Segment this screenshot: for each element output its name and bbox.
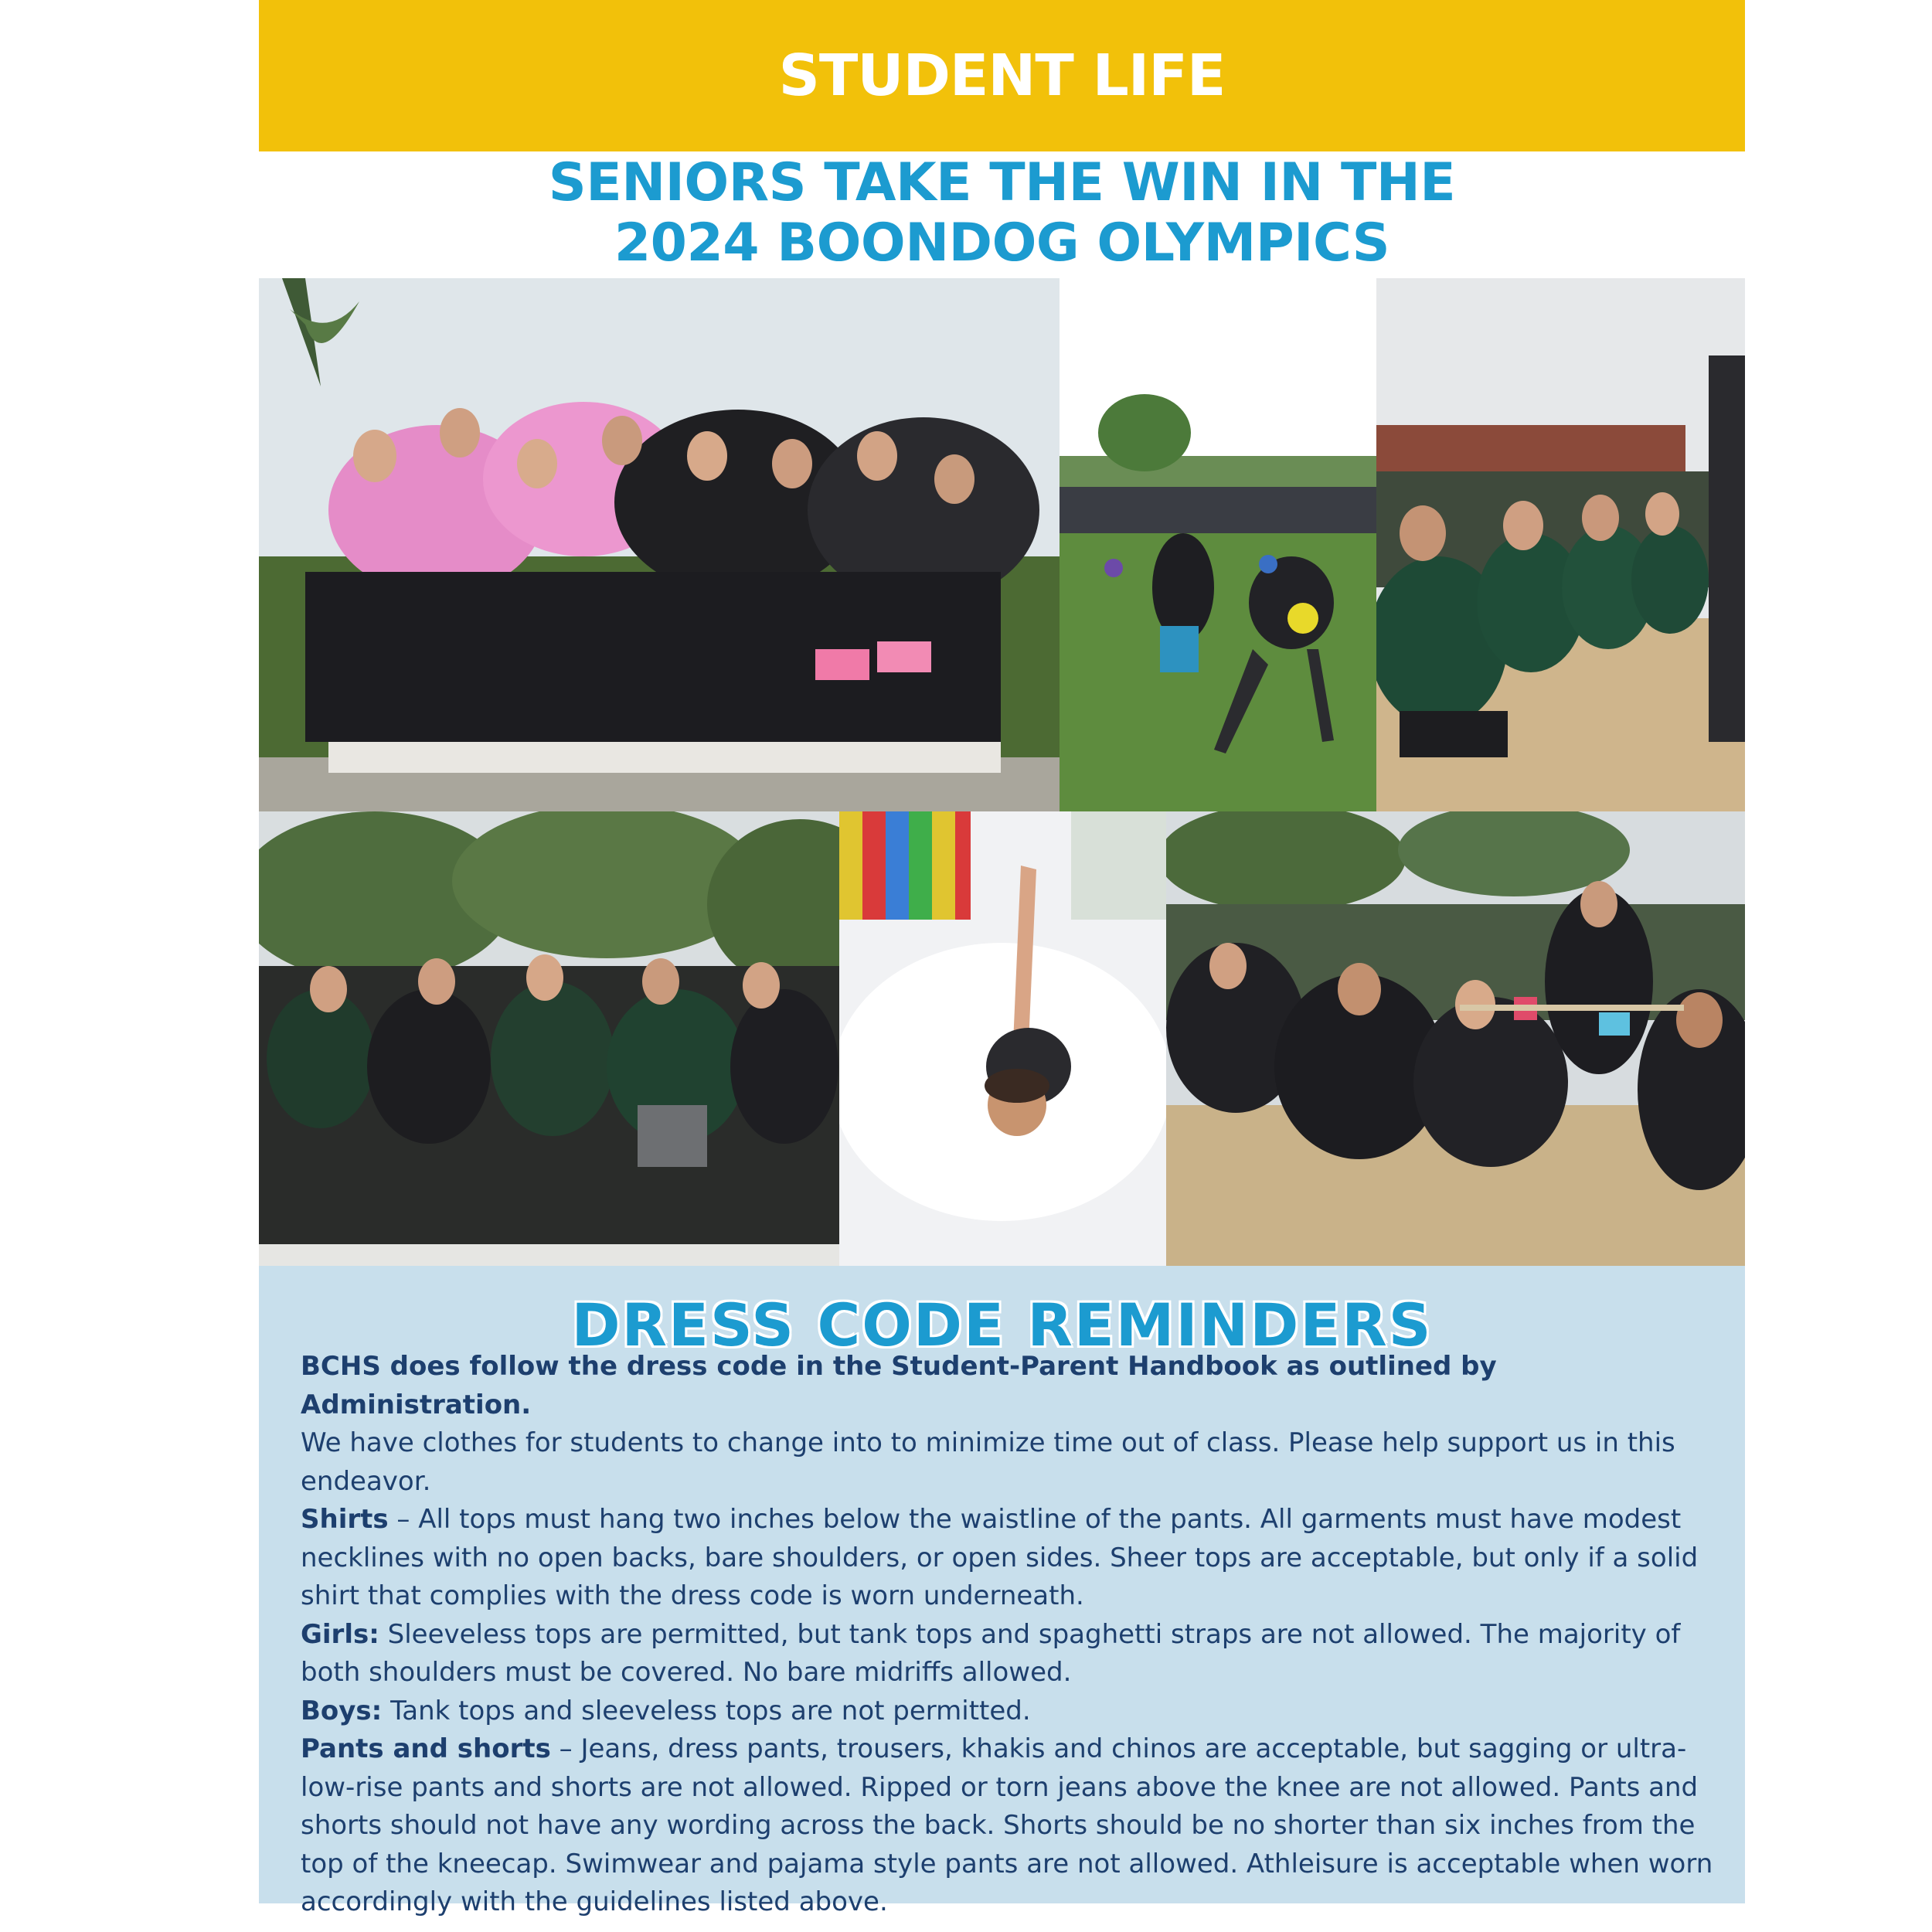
photo-foam-slide xyxy=(839,811,1166,1266)
boys-text: Tank tops and sleeveless tops are not permitted. xyxy=(382,1695,1031,1726)
pants-text: – Jeans, dress pants, trousers, khakis and chinos are acceptable, but sagging or ultra-low-rise pants and shorts are not allowed. Ripped or torn jeans above the knee are not allowed. Pants and shorts should not have any wording across the back. Shorts should be no shorter than six inches from the top of the kneecap. Swimwear and pajama style pants are not allowed. Athleisure is acceptable when worn accordingly with the guidelines listed above. xyxy=(301,1733,1713,1917)
boys-label: Boys: xyxy=(301,1695,383,1726)
dress-code-lead: BCHS does follow the dress code in the Student-Parent Handbook as outlined by Administration. xyxy=(301,1351,1497,1420)
boys-rule xyxy=(301,1692,1723,1731)
dress-code-intro: We have clothes for students to change into to minimize time out of class. Please help support us in this endeavor. xyxy=(301,1427,1675,1497)
shirts-label: Shirts xyxy=(301,1504,389,1535)
shirts-text: – All tops must hang two inches below the waistline of the pants. All garments must have modest necklines with no open backs, bare shoulders, or open sides. Sheer tops are acceptable, but only if a solid shirt that complies with the dress code is worn underneath. xyxy=(301,1504,1699,1611)
shirts-rule xyxy=(301,1501,1723,1616)
pants-rule xyxy=(301,1730,1723,1922)
dress-code-panel xyxy=(259,1266,1745,1917)
photo-group-pink-black xyxy=(259,278,1060,811)
pants-label: Pants and shorts xyxy=(301,1733,551,1764)
photo-tug-of-war-black xyxy=(1166,811,1745,1266)
photo-cheering-students xyxy=(259,811,839,1266)
headline-line-1: SENIORS TAKE THE WIN IN THE xyxy=(548,152,1456,213)
article-headline xyxy=(259,153,1745,274)
photo-dodgeball xyxy=(1060,278,1376,811)
dress-code-body xyxy=(301,1348,1723,1922)
girls-label: Girls: xyxy=(301,1618,379,1650)
dress-code-title: DRESS CODE REMINDERS xyxy=(571,1291,1433,1359)
headline-line-2: 2024 BOONDOG OLYMPICS xyxy=(614,213,1390,274)
photo-tug-of-war-green xyxy=(1376,278,1745,811)
girls-rule xyxy=(301,1616,1723,1692)
section-banner xyxy=(259,0,1745,151)
girls-text: Sleeveless tops are permitted, but tank tops and spaghetti straps are not allowed. The majority of both shoulders must be covered. No bare midriffs allowed. xyxy=(301,1618,1681,1688)
section-title: STUDENT LIFE xyxy=(778,43,1226,109)
